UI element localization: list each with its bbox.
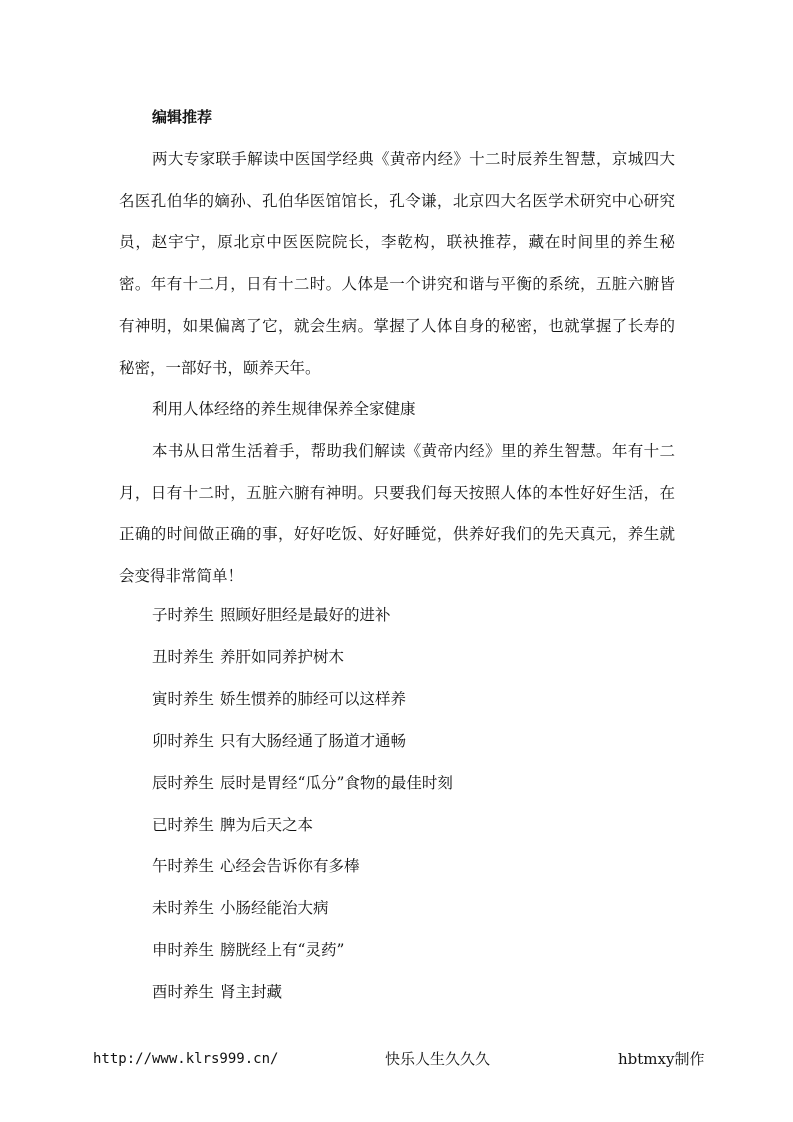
period-text: 只有大肠经通了肠道才通畅 <box>220 732 407 750</box>
period-text: 娇生惯养的肺经可以这样养 <box>220 690 407 708</box>
period-text: 脾为后天之本 <box>220 816 314 834</box>
section-heading: 编辑推荐 <box>152 108 213 126</box>
list-item <box>152 731 406 751</box>
period-text: 心经会告诉你有多棒 <box>220 857 360 875</box>
list-item <box>152 815 313 835</box>
description-paragraph: 本书从日常生活着手，帮助我们解读《黄帝内经》里的养生智慧。年有十二月，日有十二时，五脏六腑有神明。只要我们每天按照人体的本性好好生活，在正确的时间做正确的事，好好吃饭、好好睡觉，供养好我们的先天真元，养生就会变得非常简单！ <box>119 442 675 586</box>
period-label: 未时养生 <box>152 899 215 917</box>
period-text: 养肝如同养护树木 <box>220 648 345 666</box>
period-label: 辰时养生 <box>152 774 215 792</box>
period-label: 卯时养生 <box>152 732 215 750</box>
subtitle-paragraph: 利用人体经络的养生规律保养全家健康 <box>152 400 416 418</box>
list-item <box>152 689 406 709</box>
period-label: 午时养生 <box>152 857 215 875</box>
footer-url-link[interactable]: http://www.klrs999.cn/ <box>93 1051 279 1067</box>
period-text: 膀胱经上有“灵药” <box>220 941 345 959</box>
footer-center-text: 快乐人生久久久 <box>385 1050 491 1068</box>
list-item <box>152 605 391 625</box>
list-item <box>152 647 344 667</box>
list-item <box>152 773 453 793</box>
list-item <box>152 856 360 876</box>
period-text: 照顾好胆经是最好的进补 <box>220 606 391 624</box>
period-label: 寅时养生 <box>152 690 215 708</box>
period-label: 子时养生 <box>152 606 215 624</box>
intro-paragraph: 两大专家联手解读中医国学经典《黄帝内经》十二时辰养生智慧，京城四大名医孔伯华的嫡孙、孔伯华医馆馆长，孔令谦，北京四大名医学术研究中心研究员，赵宇宁，原北京中医医院院长，李乾构，联袂推荐，藏在时间里的养生秘密。年有十二月，日有十二时。人体是一个讲究和谐与平衡的系统，五脏六腑皆有神明，如果偏离了它，就会生病。掌握了人体自身的秘密，也就掌握了长寿的秘密，一部好书，颐养天年。 <box>119 150 675 377</box>
list-item <box>152 982 282 1002</box>
period-label: 酉时养生 <box>152 983 215 1001</box>
list-item <box>152 898 329 918</box>
period-text: 辰时是胃经“瓜分”食物的最佳时刻 <box>220 774 453 792</box>
list-item <box>152 940 344 960</box>
period-label: 丑时养生 <box>152 648 215 666</box>
period-label: 申时养生 <box>152 941 215 959</box>
period-text: 肾主封藏 <box>220 983 283 1001</box>
footer-credit: hbtmxy制作 <box>618 1050 705 1068</box>
period-text: 小肠经能治大病 <box>220 899 329 917</box>
period-label: 已时养生 <box>152 816 215 834</box>
